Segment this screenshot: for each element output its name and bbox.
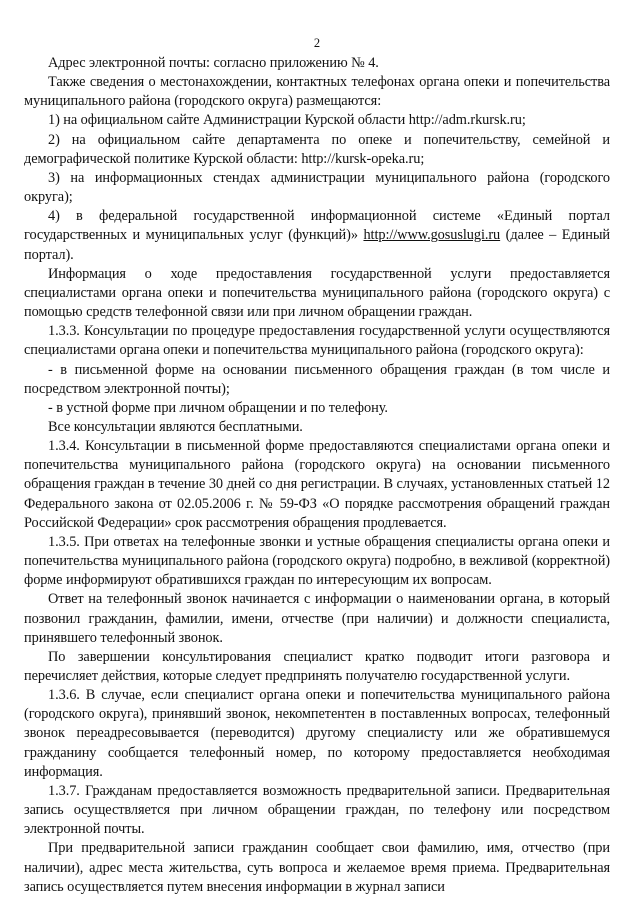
list-item-written-form: - в письменной форме на основании письменного обращения граждан (в том числе и посредством электронной почты); (24, 361, 610, 397)
paragraph-site-admin: 1) на официальном сайте Администрации Курской области http://adm.rkursk.ru; (48, 112, 526, 129)
paragraph-email: Адрес электронной почты: согласно приложению № 4. (48, 55, 379, 71)
paragraph-free-consultations: Все консультации являются бесплатными. (48, 418, 303, 435)
list-item-oral-form: - в устной форме при личном обращении и по телефону. (48, 399, 388, 416)
paragraph-info-locations: Также сведения о местонахождении, контактных телефонах органа опеки и попечительства муниципального района (городского округа) размещаются: (24, 74, 610, 110)
gosuslugi-link[interactable]: http://www.gosuslugi.ru (363, 227, 501, 244)
paragraph-1-3-7: 1.3.7. Гражданам предоставляется возможность предварительной записи. Предварительная запись осуществляется при личном обращении граждан, по телефону или посредством электронной почты. (24, 782, 610, 838)
page-number: 2 (313, 36, 321, 50)
paragraph-pre-registration: При предварительной записи гражданин сообщает свои фамилию, имя, отчество (при наличии), адрес места жительства, суть вопроса и желаемое время приема. Предварительная запись осуществляется путем внесения информации в журнал записи (24, 840, 610, 895)
paragraph-1-3-3: 1.3.3. Консультации по процедуре предоставления государственной услуги осуществляются специалистами органа опеки и попечительства муниципального района (городского округа): (24, 323, 610, 359)
paragraph-progress-info: Информация о ходе предоставления государственной услуги предоставляется специалистами органа опеки и попечительства муниципального района (городского округа) с помощью средств телефонной связи или при личном обращении граждан. (24, 265, 610, 321)
paragraph-unified-portal (24, 207, 610, 264)
portal-text-after: (далее – Единый портал). (24, 227, 610, 263)
paragraph-info-stands: 3) на информационных стендах администрации муниципального района (городского округа); (24, 169, 610, 206)
paragraph-1-3-4: 1.3.4. Консультации в письменной форме предоставляются специалистами органа опеки и попечительства муниципального района (городского округа) на основании письменного обращения граждан в течение 30 дней со дня регистрации. В случаях, установленных статьей 12 Федерального закона от 02.05.2006 г. № 59-ФЗ «О порядке рассмотрения обращений граждан Российской Федерации» срок рассмотрения обращения продлевается. (24, 438, 610, 531)
paragraph-1-3-5: 1.3.5. При ответах на телефонные звонки и устные обращения специалисты органа опеки и попечительства муниципального района (городского округа) подробно, в вежливой (корректной) форме информируют обратившихся граждан по интересующим их вопросам. (24, 533, 610, 589)
portal-text-before: 4) в федеральной государственной информационной системе «Единый портал государственных и муниципальных услуг (функций)» (24, 208, 610, 244)
paragraph-site-department: 2) на официальном сайте департамента по опеке и попечительству, семейной и демографической политике Курской области: http://kursk-opeka.ru; (24, 131, 610, 167)
paragraph-phone-answer: Ответ на телефонный звонок начинается с информации о наименовании органа, в который позвонил гражданин, фамилии, имени, отчестве (при наличии) и должности специалиста, принявшего телефонный звонок. (24, 591, 610, 646)
paragraph-1-3-6: 1.3.6. В случае, если специалист органа опеки и попечительства муниципального района (городского округа), принявший звонок, некомпетентен в поставленных вопросах, телефонный звонок переадресовывается (переводится) другому специалисту или же обратившемуся гражданину сообщается телефонный номер, по которому предоставляется необходимая информация. (24, 687, 610, 780)
paragraph-consultation-end: По завершении консультирования специалист кратко подводит итоги разговора и перечисляет действия, которые следует предпринять получателю государственной услуги. (24, 648, 610, 684)
